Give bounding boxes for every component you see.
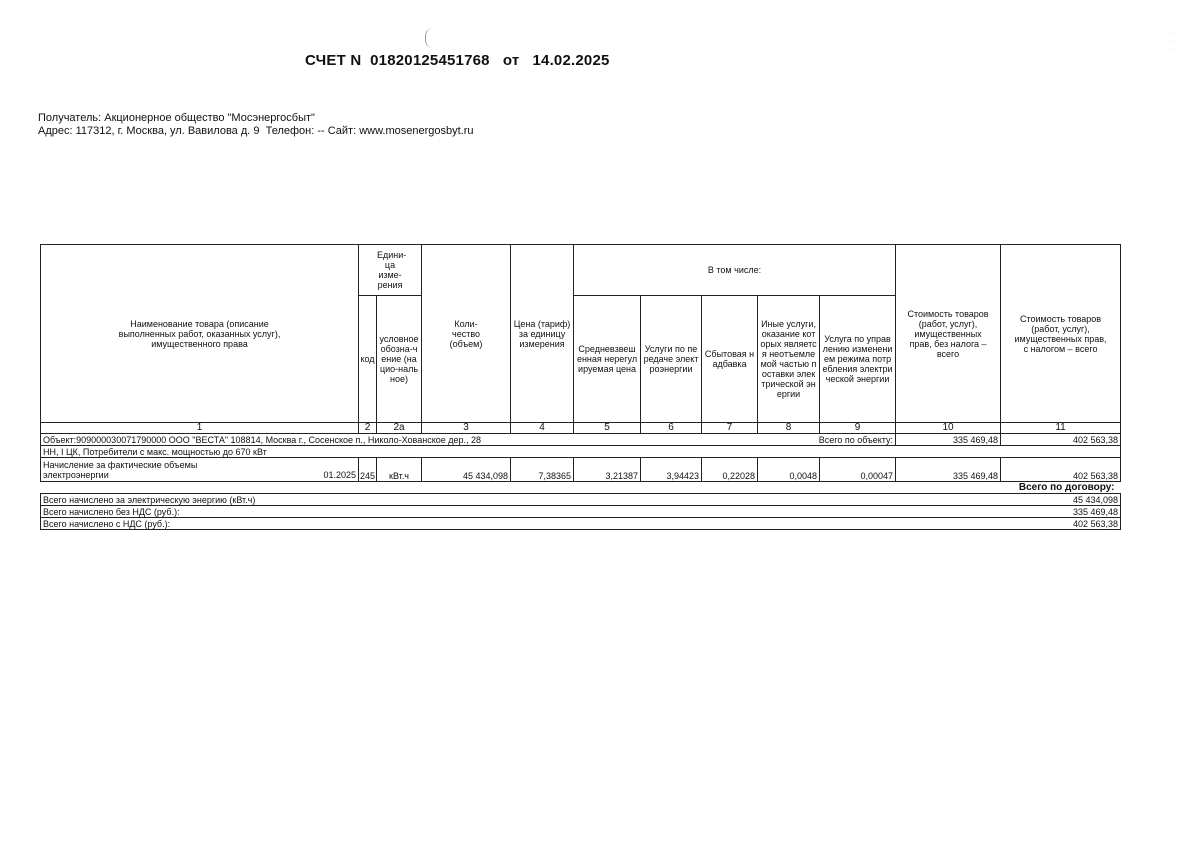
tariff-line: НН, I ЦК, Потребители с макс. мощностью до 670 кВт — [41, 446, 1121, 458]
col-num: 1 — [41, 423, 359, 434]
row-markup: 0,22028 — [702, 458, 758, 482]
recipient-address: Адрес: 117312, г. Москва, ул. Вавилова д. 9 Телефон: -- Сайт: www.mosenergosbyt.ru — [38, 125, 474, 137]
row-cost-with-tax: 402 563,38 — [1001, 458, 1121, 482]
row-transfer: 3,94423 — [641, 458, 702, 482]
row-name: Начисление за фактические объемы электроэнергии — [43, 459, 198, 480]
header-avg-price: Средневзвешенная нерегулируемая цена — [574, 296, 641, 423]
col-num: 3 — [422, 423, 511, 434]
row-code: 245 — [359, 458, 377, 482]
row-cost-no-tax: 335 469,48 — [896, 458, 1001, 482]
header-unit: Едини-ца изме-рения — [359, 245, 422, 296]
object-total-with-tax: 402 563,38 — [1001, 434, 1121, 446]
col-num: 5 — [574, 423, 641, 434]
invoice-number: 01820125451768 — [370, 52, 490, 69]
header-unit-code: код — [359, 296, 377, 423]
row-other: 0,0048 — [758, 458, 820, 482]
object-total-no-tax: 335 469,48 — [896, 434, 1001, 446]
col-num: 10 — [896, 423, 1001, 434]
col-num: 2а — [377, 423, 422, 434]
col-num: 4 — [511, 423, 574, 434]
header-including: В том числе: — [574, 245, 896, 296]
col-num: 8 — [758, 423, 820, 434]
header-markup: Сбытовая надбавка — [702, 296, 758, 423]
col-num: 7 — [702, 423, 758, 434]
total-no-vat-label: Всего начислено без НДС (руб.): — [41, 506, 896, 518]
recipient-block — [38, 112, 474, 138]
object-total-label: Всего по объекту: — [758, 434, 896, 446]
col-num: 6 — [641, 423, 702, 434]
row-avg-price: 3,21387 — [574, 458, 641, 482]
pen-mark — [425, 28, 434, 48]
date-label: от — [502, 52, 520, 69]
total-with-vat-label: Всего начислено с НДС (руб.): — [41, 518, 896, 530]
header-quantity: Коли-чество (объем) — [422, 245, 511, 423]
header-other: Иные услуги, оказание которых является неотъемлемой частью поставки электрической энергии — [758, 296, 820, 423]
invoice-title — [305, 52, 610, 69]
total-with-vat-value: 402 563,38 — [896, 518, 1121, 530]
scan-dots: · · · — [1170, 31, 1172, 53]
invoice-date: 14.02.2025 — [532, 52, 610, 69]
recipient-name: Получатель: Акционерное общество "Мосэнергосбыт" — [38, 112, 315, 124]
total-no-vat-value: 335 469,48 — [896, 506, 1121, 518]
header-price: Цена (тариф) за единицу измерения — [511, 245, 574, 423]
row-mgmt: 0,00047 — [820, 458, 896, 482]
invoice-table — [40, 244, 1121, 530]
row-unit: кВт.ч — [377, 458, 422, 482]
header-cost-no-tax: Стоимость товаров (работ, услуг), имущественных прав, без налога – всего — [896, 245, 1001, 423]
row-price: 7,38365 — [511, 458, 574, 482]
col-num: 9 — [820, 423, 896, 434]
header-name: Наименование товара (описание выполненных работ, оказанных услуг), имущественного права — [41, 245, 359, 423]
row-name-cell — [41, 458, 359, 482]
header-mgmt: Услуга по управлению изменением режима потребления электрической энергии — [820, 296, 896, 423]
header-transfer: Услуги по передаче электроэнергии — [641, 296, 702, 423]
col-num: 2 — [359, 423, 377, 434]
col-num: 11 — [1001, 423, 1121, 434]
row-quantity: 45 434,098 — [422, 458, 511, 482]
title-label: СЧЕТ N — [305, 52, 362, 69]
header-cost-with-tax: Стоимость товаров (работ, услуг), имущественных прав, с налогом – всего — [1001, 245, 1121, 423]
header-unit-symbol: условное обозна-чение (нацио-нальное) — [377, 296, 422, 423]
contract-total-label: Всего по договору: — [41, 482, 1121, 494]
row-period: 01.2025 — [323, 470, 356, 480]
total-energy-value: 45 434,098 — [896, 494, 1121, 506]
object-line: Объект:909000030071790000 ООО "ВЕСТА" 108814, Москва г., Сосенское п., Николо-Хованское дер., 28 — [41, 434, 758, 446]
total-energy-label: Всего начислено за электрическую энергию (кВт.ч) — [41, 494, 896, 506]
